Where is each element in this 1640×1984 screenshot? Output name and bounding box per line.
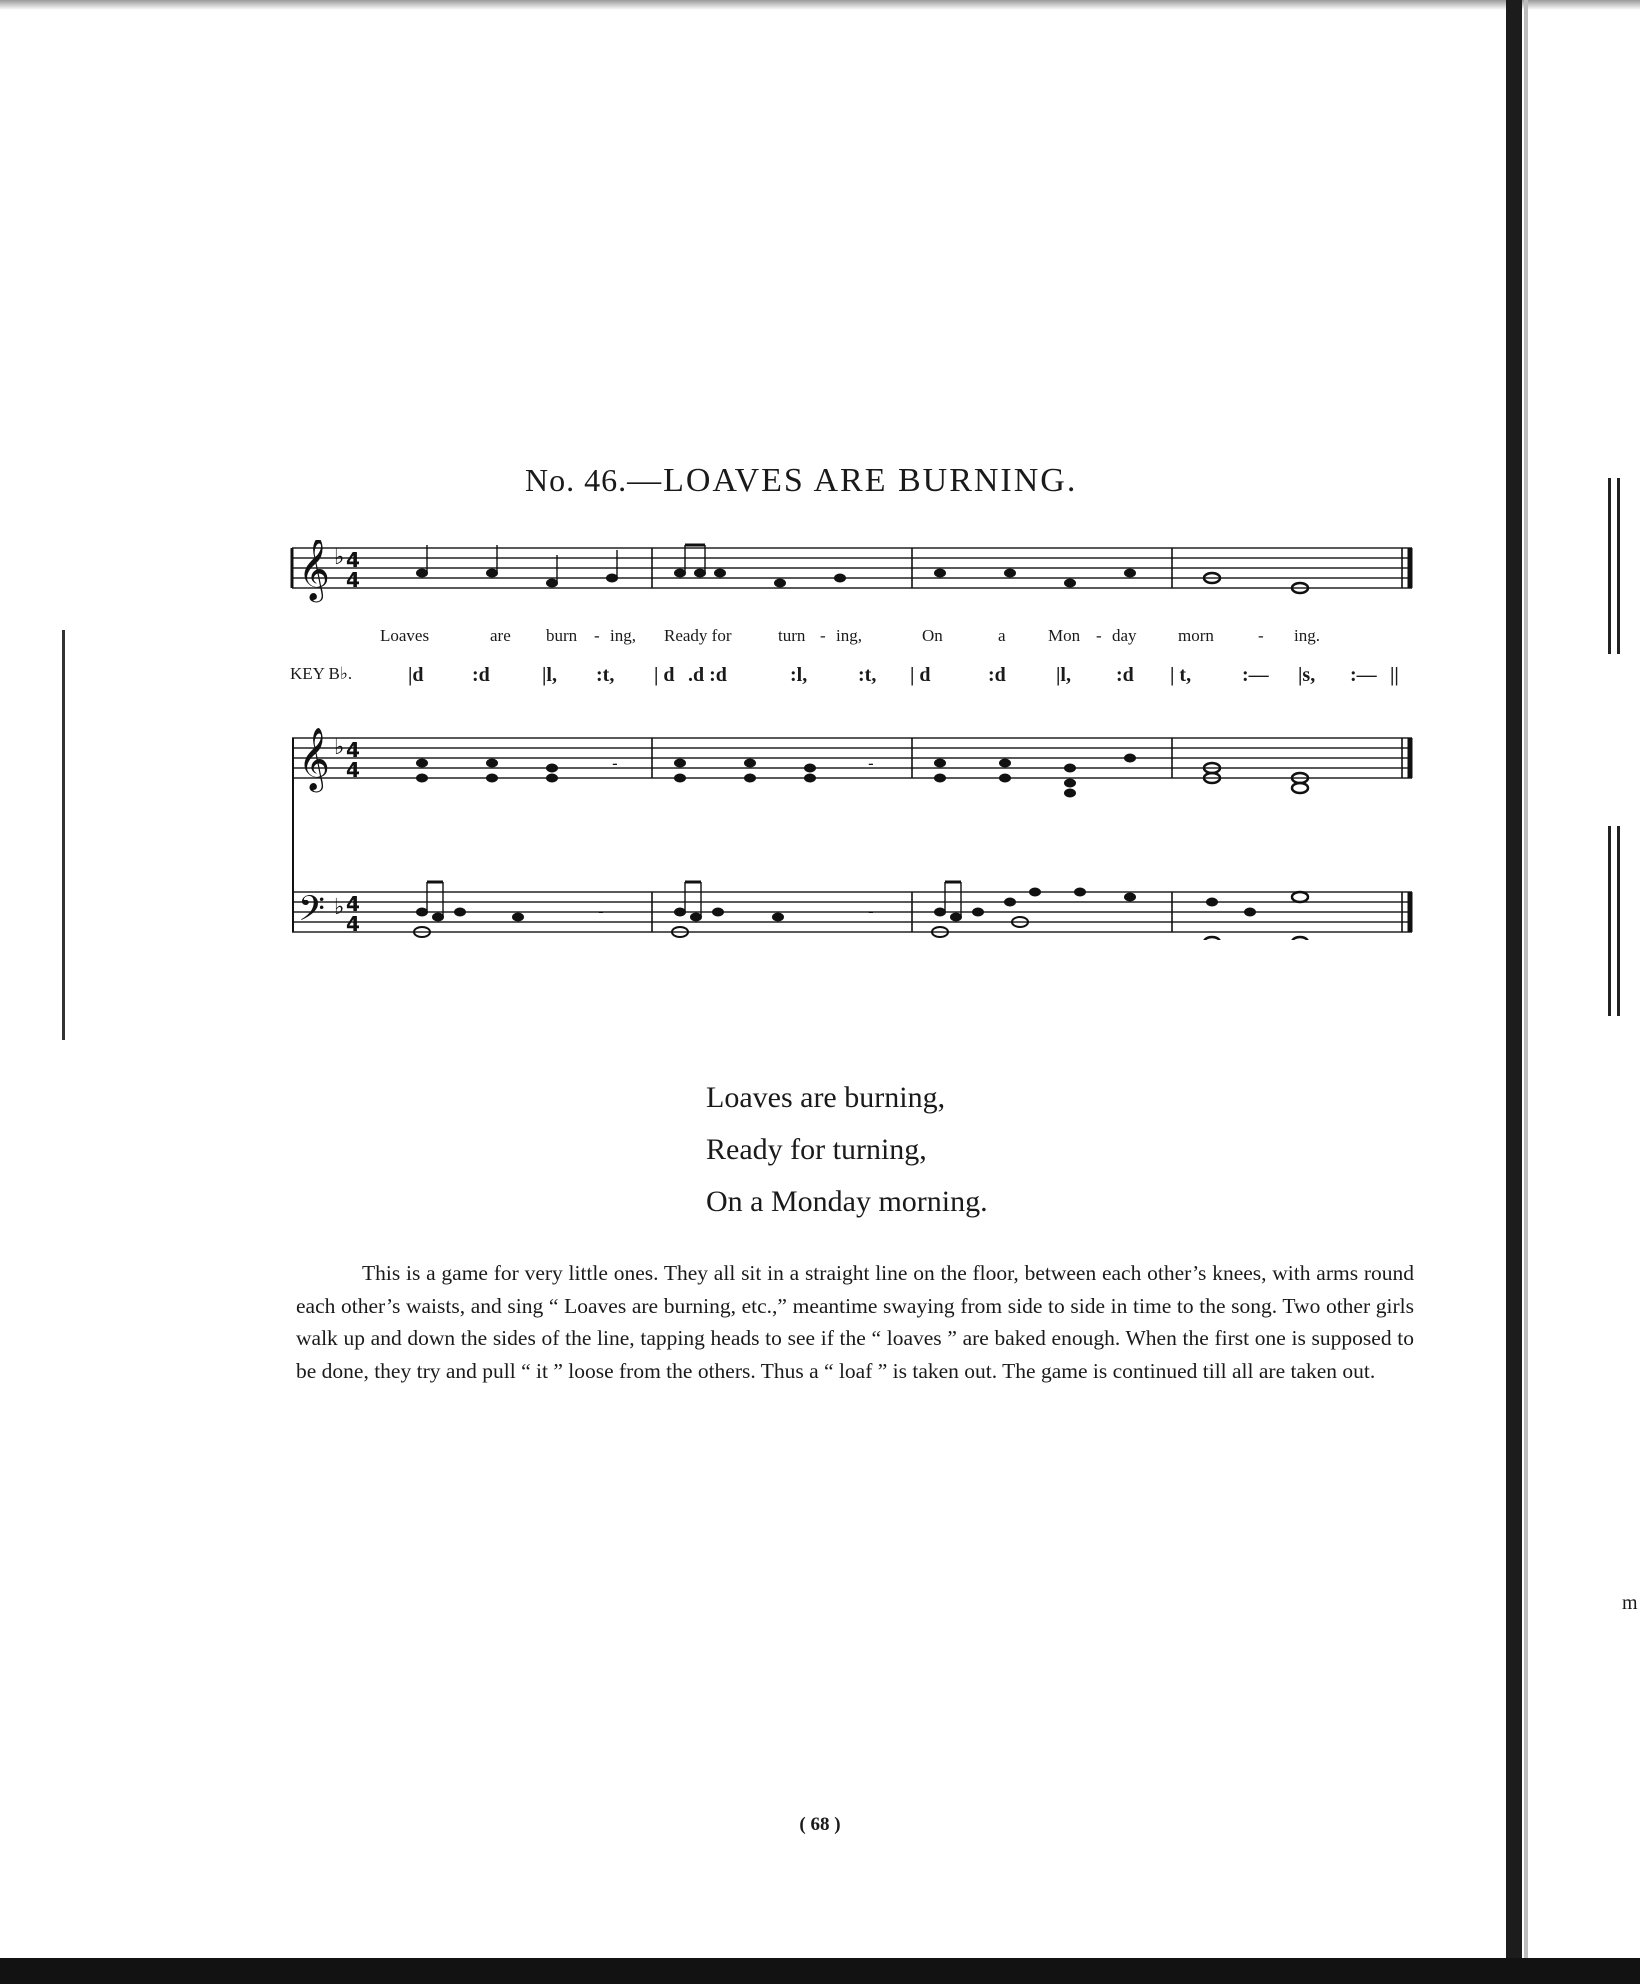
lyric-syllable: morn — [1178, 626, 1214, 645]
solfa-note: :— — [1242, 664, 1269, 686]
solfa-note: :— — [1350, 664, 1377, 686]
lyric-syllable: - — [1258, 626, 1264, 645]
lyric-syllable: ing, — [836, 626, 862, 645]
lyric-syllable: burn — [546, 626, 578, 645]
barlines — [652, 548, 1172, 932]
lyric-syllable: - — [594, 626, 600, 645]
treble-clef-icon: 𝄞 — [298, 540, 330, 600]
right-page-staff-mark — [1608, 826, 1620, 1016]
treble-staff — [292, 738, 1412, 778]
right-page-text-fragment: m — [1622, 1592, 1638, 1614]
solfa-note: | d — [654, 664, 675, 686]
solfa-note: | d — [910, 664, 931, 686]
final-double-barlines — [1402, 548, 1410, 932]
lyric-syllable: Mon — [1048, 626, 1081, 645]
page-number: ( 68 ) — [799, 1814, 841, 1835]
lyric-syllable: ing, — [610, 626, 636, 645]
svg-text:♭: ♭ — [334, 735, 345, 760]
song-verse — [706, 1072, 988, 1228]
lyric-syllable: Ready for — [664, 626, 732, 645]
book-gutter — [1506, 0, 1522, 1984]
svg-text:4: 4 — [346, 892, 360, 916]
lyric-syllable: ing. — [1294, 626, 1320, 645]
treble-clef-icon: 𝄞 — [298, 727, 330, 790]
svg-text:4: 4 — [346, 568, 360, 592]
solfa-note: :l, — [790, 664, 808, 686]
treble-accompaniment-notes — [416, 754, 1308, 798]
song-number: No. 46. — [525, 462, 628, 498]
melody-staff — [292, 548, 1412, 588]
solfa-note: :d — [472, 664, 490, 686]
lyric-syllable: are — [490, 626, 511, 645]
rests — [598, 754, 874, 921]
svg-text:-: - — [612, 754, 618, 773]
lyric-syllable: turn — [778, 626, 806, 645]
svg-text:♭: ♭ — [334, 545, 345, 570]
solfa-note: :t, — [858, 664, 877, 686]
svg-text:4: 4 — [346, 738, 360, 762]
key-time-signatures — [334, 545, 360, 936]
lyric-syllable: day — [1112, 626, 1137, 645]
solfa-note: || — [1390, 664, 1399, 686]
lyric-syllable: Loaves — [380, 626, 430, 645]
bass-clef-icon: 𝄢 — [298, 888, 326, 937]
svg-text:-: - — [868, 754, 874, 773]
page-bottom-edge — [0, 1958, 1640, 1984]
page-top-edge — [0, 0, 1640, 10]
music-score — [290, 540, 1420, 940]
song-title — [525, 462, 1077, 500]
verse-line: Ready for turning, — [706, 1133, 927, 1166]
title-dash: — — [627, 462, 664, 499]
solfa-note: :d — [1116, 664, 1134, 686]
game-description: This is a game for very little ones. They all sit in a straight line on the floor, between each other’s knees, with arms round each other’s waists, and sing “ Loaves are burning, etc.,” meantime swaying from side to side in time to the song. Two other girls walk up and down the sides of the line, tapping heads to see if the “ loaves ” are baked enough. When the first one is supposed to be done, they try and pull “ it ” loose from the others. Thus a “ loaf ” is taken out. The game is continued till all are taken out. — [296, 1261, 1414, 1383]
right-page-staff-mark — [1608, 478, 1620, 654]
solfa-note: | t, — [1170, 664, 1192, 686]
solfa-note: |d — [408, 664, 424, 686]
solfa-note: |s, — [1298, 664, 1316, 686]
solfa-note: :d — [988, 664, 1006, 686]
lyric-syllable: - — [1096, 626, 1102, 645]
solfa-note: |l, — [542, 664, 557, 686]
verse-line: On a Monday morning. — [706, 1185, 988, 1218]
lyric-syllable: - — [820, 626, 826, 645]
lyric-syllable: On — [922, 626, 943, 645]
lyrics-line — [290, 626, 1410, 656]
tonic-solfa-line — [290, 664, 1410, 694]
key-label: KEY B♭. — [290, 664, 353, 683]
lyric-syllable: a — [998, 626, 1006, 645]
svg-text:4: 4 — [346, 758, 360, 782]
solfa-note: :t, — [596, 664, 615, 686]
svg-text:-: - — [598, 902, 604, 921]
verse-line: Loaves are burning, — [706, 1081, 946, 1114]
svg-text:♭: ♭ — [334, 895, 345, 920]
melody-notes — [416, 545, 1308, 593]
book-gutter-edge — [1524, 0, 1528, 1984]
svg-text:4: 4 — [346, 548, 360, 572]
solfa-note: |l, — [1056, 664, 1071, 686]
solfa-note: .d :d — [688, 664, 727, 686]
svg-text:4: 4 — [346, 912, 360, 936]
svg-text:-: - — [868, 902, 874, 921]
spine-mark — [62, 630, 71, 1040]
song-name: LOAVES ARE BURNING. — [663, 462, 1078, 499]
